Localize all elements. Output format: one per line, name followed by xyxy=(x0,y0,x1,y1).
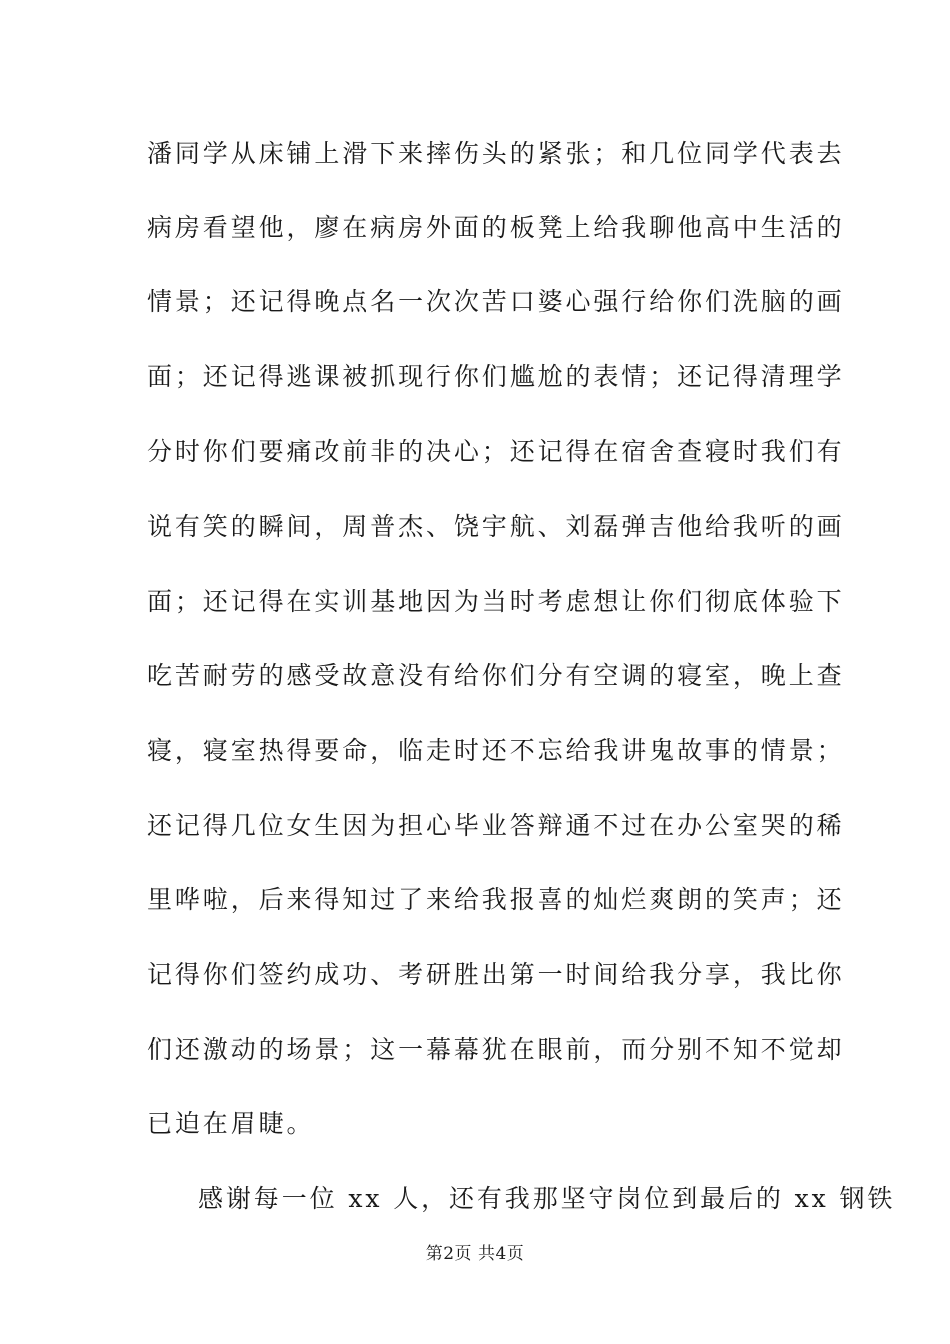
paragraph-line: 已迫在眉睫。 xyxy=(147,1109,315,1138)
paragraph-line: 情景；还记得晚点名一次次苦口婆心强行给你们洗脑的画 xyxy=(147,287,845,316)
paragraph-first-line: 感谢每一位 xx 人，还有我那坚守岗位到最后的 xx 钢铁 xyxy=(198,1184,896,1213)
paragraph-line: 分时你们要痛改前非的决心；还记得在宿舍查寝时我们有 xyxy=(147,437,845,466)
paragraph-line: 说有笑的瞬间，周普杰、饶宇航、刘磊弹吉他给我听的画 xyxy=(147,512,845,541)
paragraph-line: 寝，寝室热得要命，临走时还不忘给我讲鬼故事的情景； xyxy=(147,736,845,765)
paragraph-line: 病房看望他，廖在病房外面的板凳上给我聊他高中生活的 xyxy=(147,213,845,242)
paragraph-line: 记得你们签约成功、考研胜出第一时间给我分享，我比你 xyxy=(147,960,845,989)
page-number-footer: 第2页 共4页 xyxy=(425,1244,525,1264)
paragraph-line: 潘同学从床铺上滑下来摔伤头的紧张；和几位同学代表去 xyxy=(147,139,845,168)
paragraph-line: 里哗啦，后来得知过了来给我报喜的灿烂爽朗的笑声；还 xyxy=(147,885,845,914)
paragraph-line: 面；还记得在实训基地因为当时考虑想让你们彻底体验下 xyxy=(147,587,845,616)
paragraph-line: 们还激动的场景；这一幕幕犹在眼前，而分别不知不觉却 xyxy=(147,1035,845,1064)
paragraph-line: 面；还记得逃课被抓现行你们尴尬的表情；还记得清理学 xyxy=(147,362,845,391)
paragraph-line: 还记得几位女生因为担心毕业答辩通不过在办公室哭的稀 xyxy=(147,811,845,840)
paragraph-line: 吃苦耐劳的感受故意没有给你们分有空调的寝室，晚上查 xyxy=(147,661,845,690)
